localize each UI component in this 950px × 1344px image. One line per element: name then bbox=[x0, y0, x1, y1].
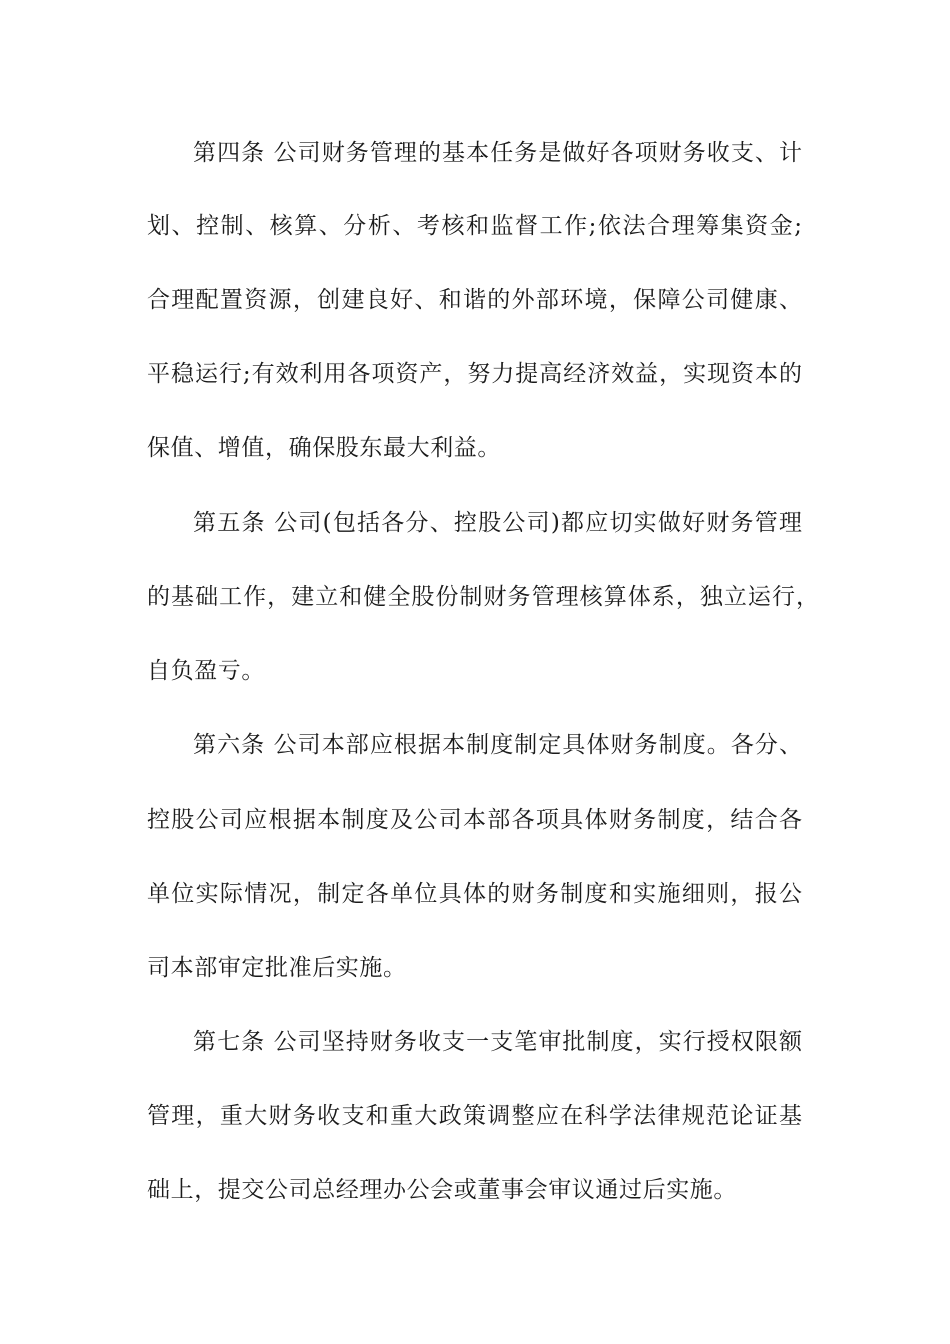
paragraph-line: 自负盈亏。 bbox=[147, 658, 265, 684]
paragraph-line: 划、控制、核算、分析、考核和监督工作;依法合理筹集资金; bbox=[147, 213, 802, 239]
paragraph-line: 第四条 公司财务管理的基本任务是做好各项财务收支、计 bbox=[193, 140, 802, 166]
paragraph-line: 合理配置资源，创建良好、和谐的外部环境，保障公司健康、 bbox=[147, 287, 802, 313]
paragraph-line: 第五条 公司(包括各分、控股公司)都应切实做好财务管理 bbox=[193, 510, 802, 536]
paragraph-line: 控股公司应根据本制度及公司本部各项具体财务制度，结合各 bbox=[147, 807, 802, 833]
paragraph-line: 管理，重大财务收支和重大政策调整应在科学法律规范论证基 bbox=[147, 1103, 802, 1129]
paragraph-line: 司本部审定批准后实施。 bbox=[147, 955, 407, 981]
paragraph-line: 第六条 公司本部应根据本制度制定具体财务制度。各分、 bbox=[193, 732, 802, 758]
paragraph-line: 第七条 公司坚持财务收支一支笔审批制度，实行授权限额 bbox=[193, 1029, 802, 1055]
paragraph-line: 单位实际情况，制定各单位具体的财务制度和实施细则，报公 bbox=[147, 881, 802, 907]
paragraph-line: 的基础工作，建立和健全股份制财务管理核算体系，独立运行， bbox=[147, 584, 819, 610]
paragraph-line: 础上，提交公司总经理办公会或董事会审议通过后实施。 bbox=[147, 1177, 737, 1203]
paragraph-line: 保值、增值，确保股东最大利益。 bbox=[147, 435, 501, 461]
paragraph-line: 平稳运行;有效利用各项资产，努力提高经济效益，实现资本的 bbox=[147, 361, 802, 387]
